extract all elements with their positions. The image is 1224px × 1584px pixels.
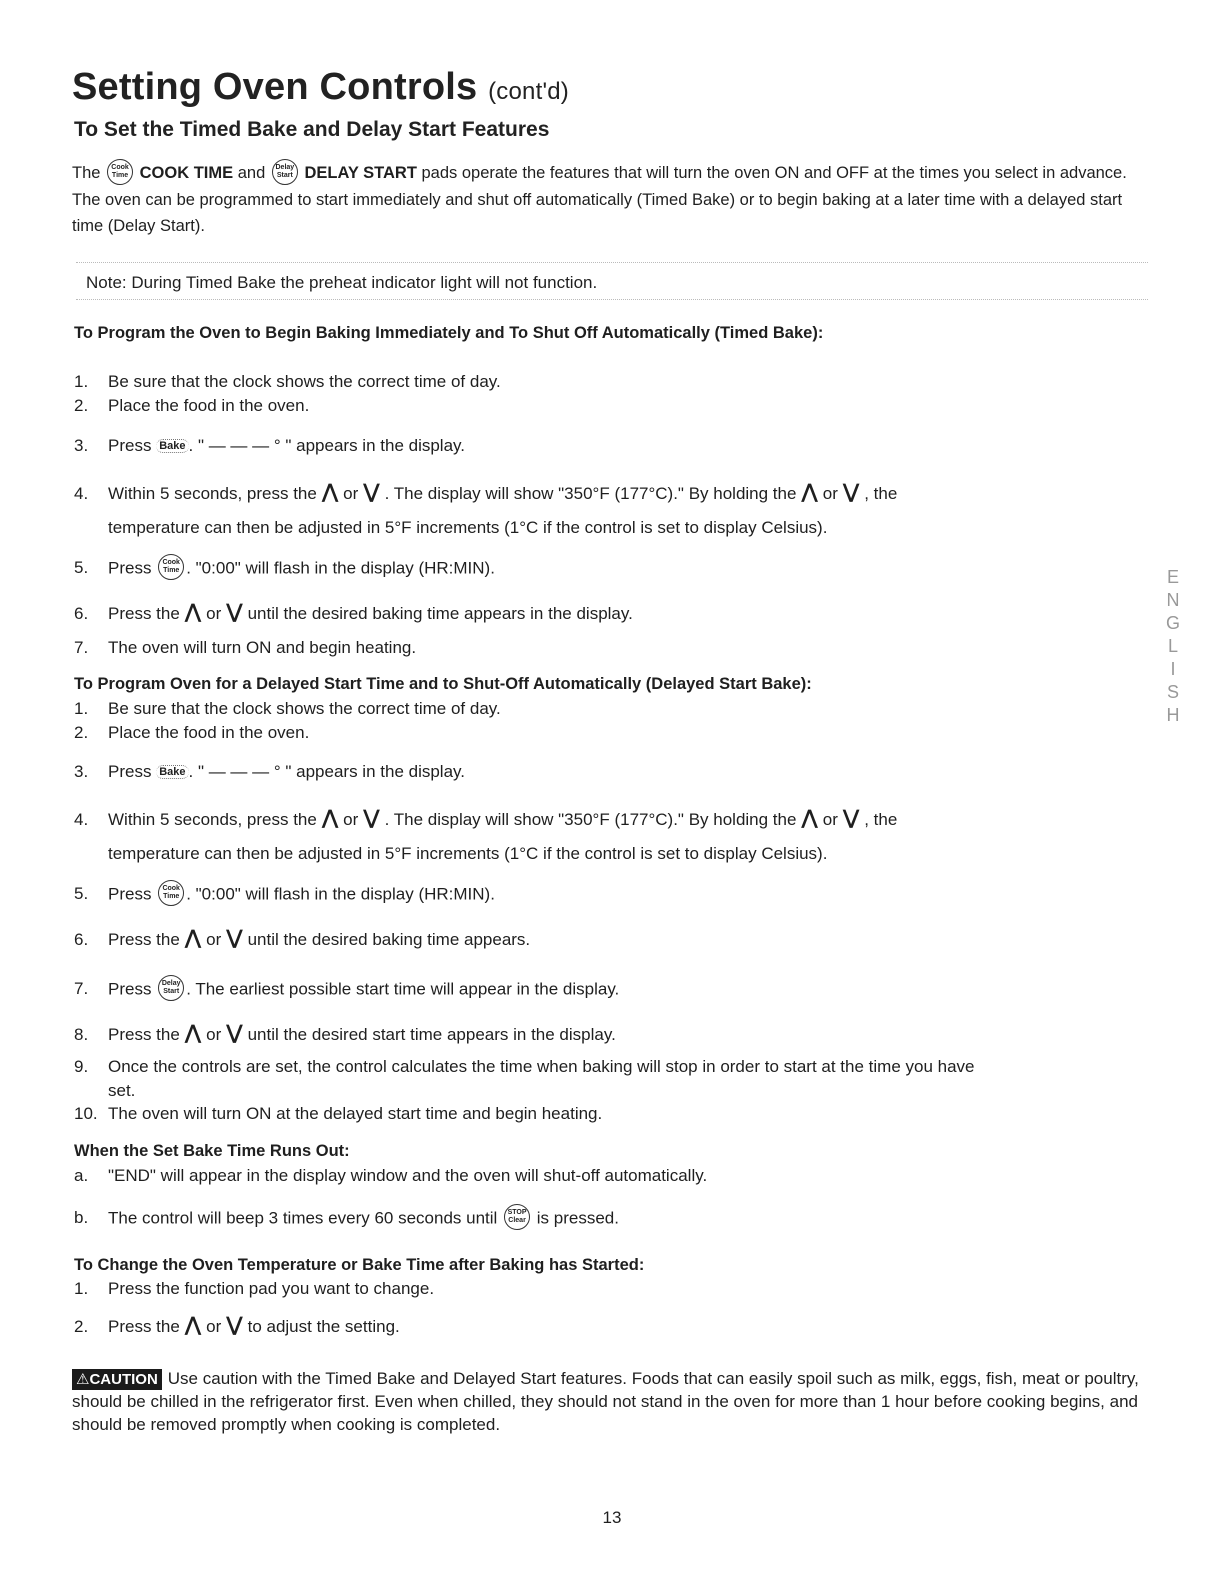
up-arrow-icon: ⋀: [321, 481, 339, 504]
list-item-continuation: temperature can then be adjusted in 5°F increments (1°C if the control is set to display Celsius).: [108, 518, 828, 537]
section-subtitle: To Set the Timed Bake and Delay Start Features: [74, 118, 550, 141]
intro-paragraph: The Cook Time COOK TIME and Delay Start DELAY START pads operate the features that will turn the oven ON and OFF at the times you select in advance. The oven can be programmed to start immediately and shut off automatically (Timed Bake) or to begin baking at a later time with a delayed start time (Delay Start).: [72, 160, 1152, 239]
down-arrow-icon: ⋁: [226, 601, 243, 624]
delay-start-pad-icon: Delay Start: [158, 975, 184, 1001]
section-heading-bake-time-runs-out: When the Set Bake Time Runs Out:: [74, 1142, 350, 1160]
bake-pad-icon: Bake: [156, 439, 188, 453]
down-arrow-icon: ⋁: [226, 927, 243, 950]
bake-pad-icon: Bake: [156, 765, 188, 779]
list-item-continuation: set.: [108, 1081, 136, 1100]
list-item: a. "END" will appear in the display window and the oven will shut-off automatically.: [74, 1166, 708, 1185]
up-arrow-icon: ⋀: [184, 1022, 202, 1045]
section-heading-delayed-start: To Program Oven for a Delayed Start Time and to Shut-Off Automatically (Delayed Start Bake):: [74, 675, 812, 693]
down-arrow-icon: ⋁: [842, 807, 860, 830]
note-box: Note: During Timed Bake the preheat indicator light will not function.: [76, 262, 1148, 300]
list-item: 4. Within 5 seconds, press the ⋀ or ⋁ . The display will show "350°F (177°C)." By holding the ⋀ or ⋁ , the: [74, 481, 898, 504]
list-item: 7. Press Delay Start . The earliest possible start time will appear in the display.: [74, 977, 619, 1003]
up-arrow-icon: ⋀: [184, 927, 202, 950]
cook-time-pad-icon: Cook Time: [158, 554, 184, 580]
page-number: 13: [602, 1508, 622, 1527]
list-item: 2. Place the food in the oven.: [74, 723, 310, 742]
list-item: 8. Press the ⋀ or ⋁ until the desired start time appears in the display.: [74, 1022, 616, 1045]
down-arrow-icon: ⋁: [226, 1314, 243, 1337]
list-item-continuation: temperature can then be adjusted in 5°F increments (1°C if the control is set to display Celsius).: [108, 844, 828, 863]
down-arrow-icon: ⋁: [363, 481, 380, 504]
list-item: 10. The oven will turn ON at the delayed start time and begin heating.: [74, 1104, 603, 1123]
section-heading-change-temperature: To Change the Oven Temperature or Bake Time after Baking has Started:: [74, 1256, 645, 1274]
up-arrow-icon: ⋀: [801, 807, 819, 830]
down-arrow-icon: ⋁: [842, 481, 860, 504]
side-language-label: E N G L I S H: [1165, 567, 1180, 725]
list-item: 4. Within 5 seconds, press the ⋀ or ⋁ . The display will show "350°F (177°C)." By holding the ⋀ or ⋁ , the: [74, 807, 898, 830]
up-arrow-icon: ⋀: [321, 807, 339, 830]
list-item: 2. Place the food in the oven.: [74, 396, 310, 415]
down-arrow-icon: ⋁: [226, 1022, 243, 1045]
list-item: 7. The oven will turn ON and begin heating.: [74, 638, 417, 657]
caution-paragraph: ⚠CAUTION Use caution with the Timed Bake and Delayed Start features. Foods that can easily spoil such as milk, eggs, fish, meat or poultry, should be chilled in the refrigerator first. Even when chilled, they should not stand in the oven for more than 1 hour before cooking begins, and should be removed promptly when cooking is completed.: [72, 1369, 1139, 1434]
list-item: 1. Press the function pad you want to change.: [74, 1279, 435, 1298]
list-item: 2. Press the ⋀ or ⋁ to adjust the setting.: [74, 1314, 400, 1337]
list-item: 3. Press Bake . " — — — ° " appears in the display.: [74, 762, 465, 781]
caution-badge: ⚠CAUTION: [72, 1369, 162, 1390]
down-arrow-icon: ⋁: [363, 807, 380, 830]
up-arrow-icon: ⋀: [801, 481, 819, 504]
list-item: 5. Press Cook Time . "0:00" will flash in the display (HR:MIN).: [74, 556, 495, 582]
cook-time-pad-icon: Cook Time: [107, 159, 133, 185]
up-arrow-icon: ⋀: [184, 1314, 202, 1337]
stop-clear-pad-icon: STOP Clear: [504, 1204, 530, 1230]
delay-start-pad-icon: Delay Start: [272, 159, 298, 185]
list-item: 5. Press Cook Time . "0:00" will flash in the display (HR:MIN).: [74, 882, 495, 908]
page-title: Setting Oven Controls (cont'd): [72, 66, 569, 108]
list-item: b. The control will beep 3 times every 60 seconds until STOP Clear is pressed.: [74, 1206, 619, 1232]
cook-time-pad-icon: Cook Time: [158, 880, 184, 906]
title-suffix: (cont'd): [488, 78, 569, 105]
list-item: 9. Once the controls are set, the control calculates the time when baking will stop in order to start at the time you have: [74, 1057, 975, 1076]
up-arrow-icon: ⋀: [184, 601, 202, 624]
list-item: 1. Be sure that the clock shows the correct time of day.: [74, 699, 501, 718]
list-item: 6. Press the ⋀ or ⋁ until the desired baking time appears in the display.: [74, 601, 633, 624]
list-item: 3. Press Bake . " — — — ° " appears in the display.: [74, 436, 465, 455]
list-item: 6. Press the ⋀ or ⋁ until the desired baking time appears.: [74, 927, 531, 950]
section-heading-timed-bake: To Program the Oven to Begin Baking Immediately and To Shut Off Automatically (Timed Bake):: [74, 324, 824, 342]
list-item: 1. Be sure that the clock shows the correct time of day.: [74, 372, 501, 391]
